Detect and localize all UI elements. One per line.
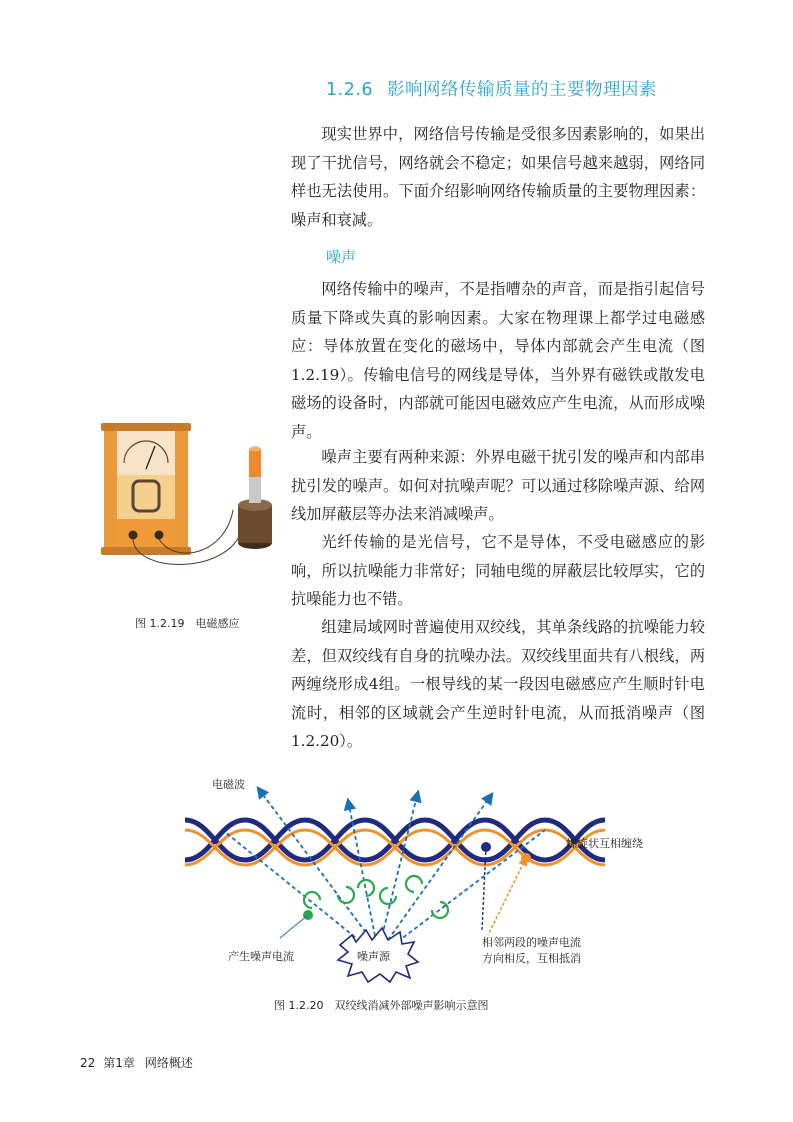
- paragraph-twisted-pair: 组建局域网时普遍使用双绞线，其单条线路的抗噪能力较差，但双绞线有自身的抗噪办法。双绞线里面共有八根线，两两缠绕形成4组。一根导线的某一段因电磁感应产生顺时针电流时，相邻的区域就会产生逆时针电流，从而抵消噪声（图1.2.20）。: [291, 618, 705, 751]
- em-wave-arrow-3: [382, 792, 418, 936]
- figure-twisted-pair-diagram: [170, 770, 690, 980]
- induced-current-loops: [304, 876, 448, 918]
- wire-strand-navy-b: [185, 820, 605, 860]
- label-cancel-line2: 方向相反，互相抵消: [482, 952, 581, 965]
- current-loop-2: [338, 887, 354, 903]
- meter-top-rail: [101, 423, 191, 431]
- label-noise-source: 噪声源: [357, 950, 390, 963]
- magnet-top: [249, 447, 261, 452]
- section-number: 1.2.6: [326, 80, 374, 100]
- figure-2-caption: 图 1.2.20 双绞线消减外部噪声影响示意图: [274, 999, 489, 1012]
- magnet-north: [249, 449, 261, 479]
- callout-line-noise: [280, 915, 308, 938]
- meter-left-post: [104, 431, 117, 547]
- label-cancel-line1: 相邻两段的噪声电流: [482, 936, 581, 949]
- terminal-right: [155, 531, 164, 540]
- label-noise-current: 产生噪声电流: [228, 950, 294, 963]
- current-loop-5: [406, 876, 422, 892]
- terminal-left: [129, 531, 138, 540]
- current-loop-1: [304, 892, 320, 908]
- section-title: 影响网络传输质量的主要物理因素: [387, 80, 658, 100]
- paragraph-noise-sources: 噪声主要有两种来源：外界电磁干扰引发的噪声和内部串扰引发的噪声。如何对抗噪声呢？可以通过移除噪声源、给网线加屏蔽层等办法来消减噪声。: [291, 448, 705, 524]
- magnet-south: [249, 477, 261, 503]
- paragraph-fiber-coax: 光纤传输的是光信号，它不是导体，不受电磁感应的影响，所以抗噪能力非常好；同轴电缆的屏蔽层比较厚实，它的抗噪能力也不错。: [291, 533, 705, 609]
- em-wave-ray-6: [392, 830, 545, 946]
- subheading-noise: 噪声: [326, 248, 357, 266]
- current-loop-4: [380, 888, 396, 904]
- figure-induction-illustration: [95, 415, 285, 580]
- meter-bottom-rail: [101, 547, 191, 555]
- paragraph-noise-definition: 网络传输中的噪声，不是指嘈杂的声音，而是指引起信号质量下降或失真的影响因素。大家在物理课上都学过电磁感应：导体放置在变化的磁场中，导体内部就会产生电流（图1.2.19）。传输电信号的网线是导体，当外界有磁铁或散发电磁场的设备时，内部就可能因电磁效应产生电流，从而形成噪声。: [291, 280, 705, 441]
- label-twisted: 螺旋状互相缠绕: [566, 837, 643, 850]
- intro-paragraph: 现实世界中，网络信号传输是受很多因素影响的，如果出现了干扰信号，网络就会不稳定；如果信号越来越弱，网络同样也无法使用。下面介绍影响网络传输质量的主要物理因素：噪声和衰减。: [291, 125, 705, 229]
- chapter-number: 第1章: [103, 1056, 135, 1070]
- meter-base-panel: [117, 519, 175, 547]
- label-em-wave: 电磁波: [212, 778, 245, 791]
- section-heading: [326, 76, 657, 101]
- meter-right-post: [175, 431, 188, 547]
- chapter-title: 网络概述: [144, 1056, 193, 1070]
- page-footer: [80, 1054, 193, 1071]
- figure-1-caption: 图 1.2.19 电磁感应: [135, 617, 240, 630]
- page-number: 22: [80, 1056, 96, 1070]
